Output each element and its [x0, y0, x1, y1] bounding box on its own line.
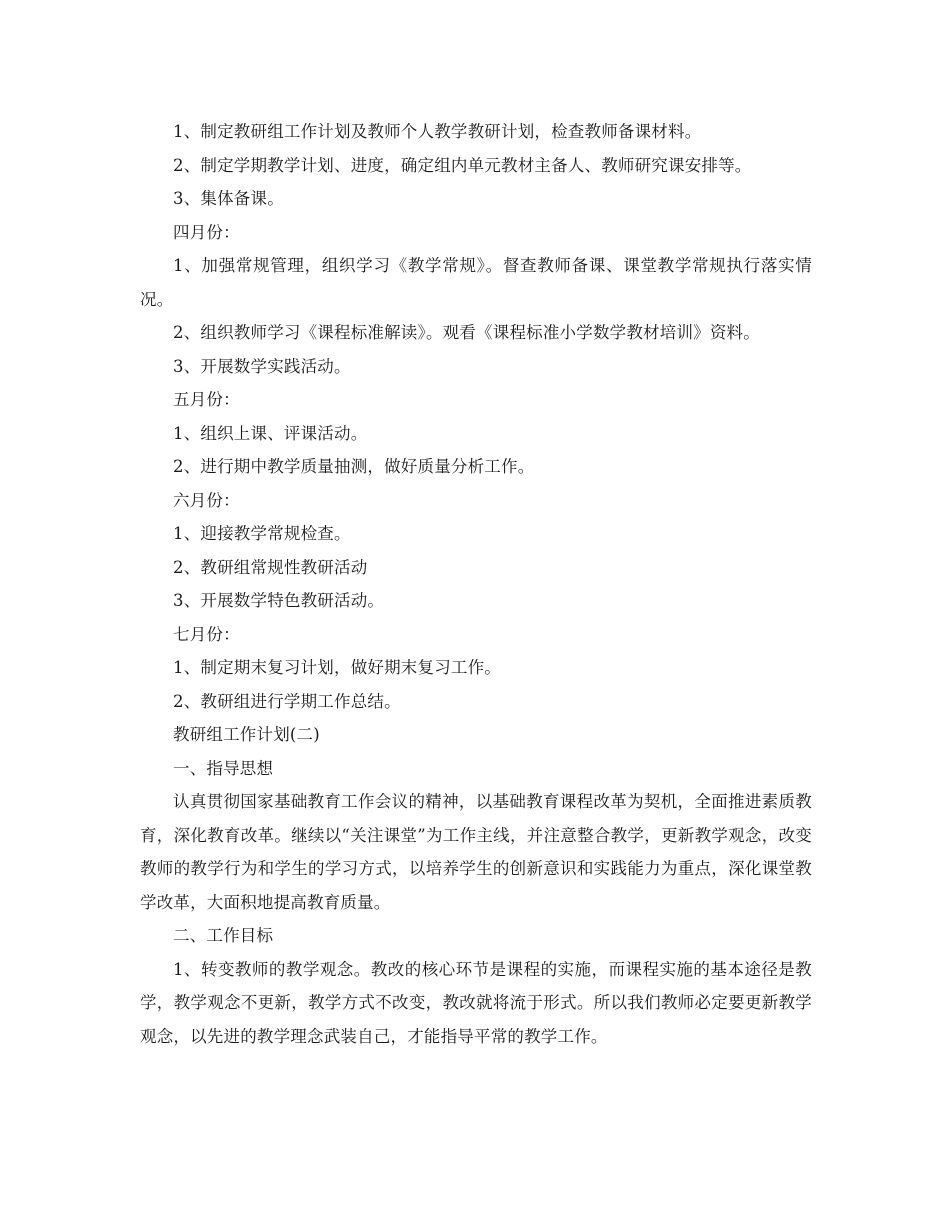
paragraph-may-item-1: 1、组织上课、评课活动。 [173, 423, 368, 443]
paragraph-march-item-1: 1、制定教研组工作计划及教师个人教学教研计划，检查教师备课材料。 [173, 122, 702, 141]
heading-july: 七月份： [173, 624, 240, 644]
heading-guiding-ideology: 一、指导思想 [173, 758, 274, 778]
heading-may: 五月份： [173, 390, 240, 409]
paragraph-guiding-ideology: 认真贯彻国家基础教育工作会议的精神，以基础教育课程改革为契机，全面推进素质教育，深化教育改革。继续以“关注课堂”为工作主线，并注意整合教学，更新教学观念，改变教师的教学行为和学生的学习方式，以培养学生的创新意识和实践能力为重点，深化课堂教学改革，大面积地提高教育质量。 [140, 792, 812, 912]
heading-work-goals: 二、工作目标 [173, 926, 274, 945]
heading-june: 六月份： [173, 490, 240, 510]
paragraph-june-item-2: 2、教研组常规性教研活动 [173, 557, 368, 577]
paragraph-june-item-1: 1、迎接教学常规检查。 [173, 524, 351, 543]
paragraph-april-item-3: 3、开展数学实践活动。 [173, 356, 351, 376]
paragraph-march-item-2: 2、制定学期教学计划、进度，确定组内单元教材主备人、教师研究课安排等。 [173, 155, 752, 175]
paragraph-april-item-1: 1、加强常规管理，组织学习《教学常规》。督查教师备课、课堂教学常规执行落实情况。 [140, 256, 812, 309]
paragraph-work-goal-1: 1、转变教师的教学观念。教改的核心环节是课程的实施，而课程实施的基本途径是教学，教学观念不更新，教学方式不改变，教改就将流于形式。所以我们教师必定要更新教学观念，以先进的教学理念武装自己，才能指导平常的教学工作。 [140, 959, 812, 1046]
paragraph-june-item-3: 3、开展数学特色教研活动。 [173, 591, 385, 610]
document-body [140, 115, 812, 1053]
paragraph-may-item-2: 2、进行期中教学质量抽测，做好质量分析工作。 [173, 457, 535, 476]
paragraph-march-item-3: 3、集体备课。 [173, 189, 284, 208]
section-title-plan-two: 教研组工作计划(二) [173, 725, 320, 744]
paragraph-july-item-1: 1、制定期末复习计划，做好期末复习工作。 [173, 658, 501, 677]
heading-april: 四月份： [173, 222, 240, 242]
paragraph-april-item-2: 2、组织教师学习《课程标准解读》。观看《课程标准小学数学教材培训》资料。 [173, 323, 760, 342]
paragraph-july-item-2: 2、教研组进行学期工作总结。 [173, 691, 401, 711]
